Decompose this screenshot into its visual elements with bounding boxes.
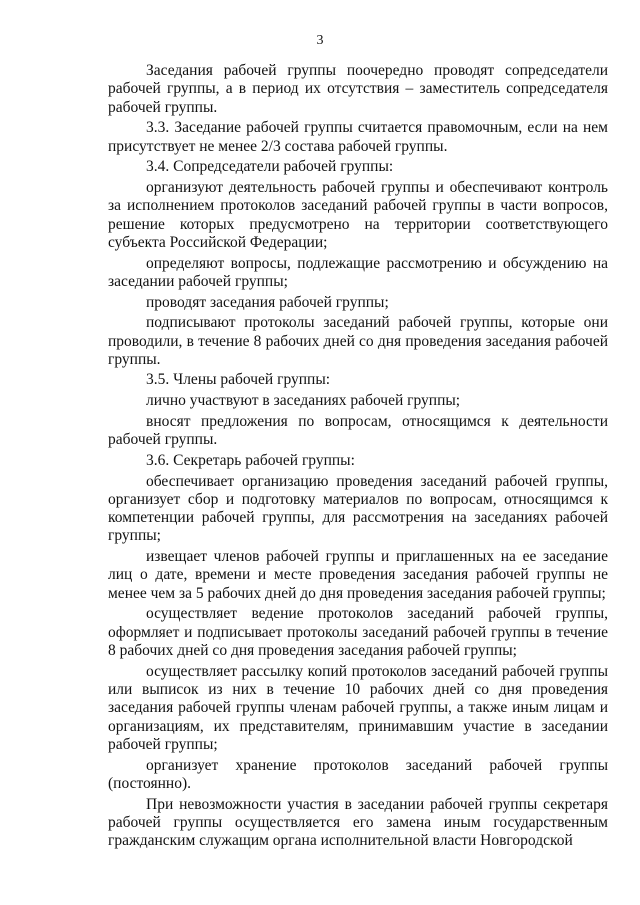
document-body <box>108 62 608 853</box>
paragraph: осуществляет ведение протоколов заседаний рабочей группы, оформляет и подписывает протоколы заседаний рабочей группы в течение 8 рабочих дней со дня проведения заседания рабочей группы; <box>108 605 608 659</box>
paragraph: 3.5. Члены рабочей группы: <box>146 371 331 389</box>
paragraph: подписывают протоколы заседаний рабочей группы, которые они проводили, в течение 8 рабочих дней со дня проведения заседания рабочей группы. <box>108 314 608 368</box>
paragraph: вносят предложения по вопросам, относящимся к деятельности рабочей группы. <box>108 412 608 449</box>
paragraph: организуют деятельность рабочей группы и обеспечивают контроль за исполнением протоколов заседаний рабочей группы в части вопросов, решение которых предусмотрено на территории соответствующего субъекта Российской Федерации; <box>108 178 608 251</box>
paragraph: определяют вопросы, подлежащие рассмотрению и обсуждению на заседании рабочей группы; <box>108 254 608 290</box>
paragraph: 3.6. Секретарь рабочей группы: <box>146 451 355 469</box>
paragraph: 3.3. Заседание рабочей группы считается правомочным, если на нем присутствует не менее 2/3 состава рабочей группы. <box>108 119 608 155</box>
paragraph: лично участвуют в заседаниях рабочей группы; <box>146 392 461 410</box>
paragraph: 3.4. Сопредседатели рабочей группы: <box>146 158 394 176</box>
paragraph: При невозможности участия в заседании рабочей группы секретаря рабочей группы осуществляется его замена иным государственным гражданским служащим органа исполнительной власти Новгородской <box>108 795 608 850</box>
paragraph: извещает членов рабочей группы и приглашенных на ее заседание лиц о дате, времени и месте проведения заседания рабочей группы не менее чем за 5 рабочих дней до дня проведения заседания рабочей группы; <box>108 548 608 602</box>
page-number: 3 <box>316 33 324 48</box>
paragraph: осуществляет рассылку копий протоколов заседаний рабочей группы или выписок из них в течение 10 рабочих дней со дня проведения заседания рабочей группы членам рабочей группы, а также иным лицам и организациям, их представителям, принимавшим участие в заседании рабочей группы; <box>108 662 608 753</box>
paragraph: организует хранение протоколов заседаний рабочей группы (постоянно). <box>108 756 608 792</box>
paragraph: Заседания рабочей группы поочередно проводят сопредседатели рабочей группы, а в период их отсутствия – заместитель сопредседателя рабочей группы. <box>108 62 608 116</box>
paragraph: проводят заседания рабочей группы; <box>146 293 389 311</box>
paragraph: обеспечивает организацию проведения заседаний рабочей группы, организует сбор и подготовку материалов по вопросам, относящимся к компетенции рабочей группы, для рассмотрения на заседаниях рабочей группы; <box>108 472 608 545</box>
